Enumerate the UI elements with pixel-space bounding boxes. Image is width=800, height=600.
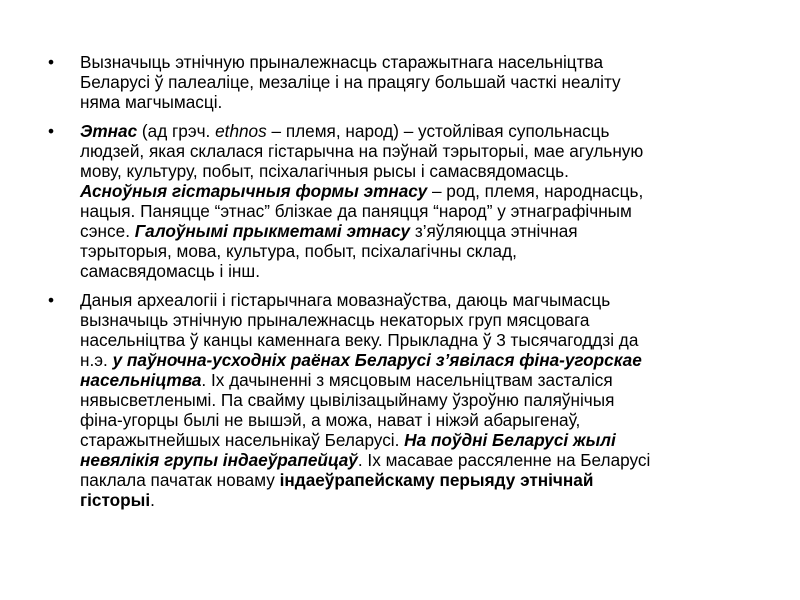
text-line bbox=[80, 290, 748, 310]
text-run: (ад грэч. bbox=[137, 121, 216, 141]
text-run: вызначыць этнічную прыналежнасць некаторых груп мясцовага bbox=[80, 310, 590, 330]
emphasis-text: Галоўнымі прыкметамі этнасу bbox=[134, 221, 411, 241]
text-run: Беларусі ў палеаліце, мезаліце і на працягу большай часткі неаліту bbox=[80, 72, 621, 92]
text-run: паклала пачатак новаму bbox=[80, 470, 280, 490]
text-line bbox=[80, 450, 748, 470]
bullet-paragraph bbox=[48, 290, 748, 510]
text-run: Даныя археалогіі і гістарычнага мовазнаўства, даюць магчымасць bbox=[80, 290, 611, 310]
emphasis-text: Асноўныя гістарычныя формы этнасу bbox=[80, 181, 428, 201]
text-line bbox=[80, 490, 748, 510]
text-line bbox=[80, 201, 748, 221]
text-line bbox=[80, 161, 748, 181]
text-line bbox=[80, 350, 748, 370]
text-line bbox=[80, 141, 748, 161]
text-run: нацыя. Паняцце “этнас” блізкае да паняцця “народ” у этнаграфічным bbox=[80, 201, 632, 221]
emphasis-text: гісторыі bbox=[80, 490, 151, 510]
text-run: з’яўляюцца этнічная bbox=[410, 221, 578, 241]
emphasis-text: насельніцтва bbox=[80, 370, 202, 390]
text-run: старажытнейшых насельнікаў Беларусі. bbox=[80, 430, 405, 450]
text-line bbox=[80, 181, 748, 201]
text-run: сэнсе. bbox=[80, 221, 135, 241]
text-run: – род, племя, народнасць, bbox=[427, 181, 644, 201]
bullet-list bbox=[48, 52, 748, 519]
emphasis-text: ethnos bbox=[215, 121, 267, 141]
text-run: нявысветленымі. Па свайму цывілізацыйнаму ўзроўню паляўнічыя bbox=[80, 390, 615, 410]
text-line bbox=[80, 241, 748, 261]
emphasis-text: На поўдні Беларусі жылі bbox=[404, 430, 616, 450]
bullet-icon: • bbox=[48, 121, 55, 141]
bullet-icon: • bbox=[48, 290, 55, 310]
text-run: людзей, якая склалася гістарычна на пэўнай тэрыторыі, мае агульную bbox=[80, 141, 644, 161]
text-line bbox=[80, 52, 748, 72]
text-line bbox=[80, 330, 748, 350]
paragraph-text bbox=[80, 290, 748, 510]
text-run: фіна-угорцы былі не вышэй, а можа, нават і ніжэй абарыгенаў, bbox=[80, 410, 581, 430]
text-line bbox=[80, 121, 748, 141]
text-run: . Іх дачыненні з мясцовым насельніцтвам засталіся bbox=[201, 370, 613, 390]
text-line bbox=[80, 390, 748, 410]
bullet-paragraph bbox=[48, 52, 748, 112]
emphasis-text: у паўночна-усходніх раёнах Беларусі з’явілася фіна-угорскае bbox=[112, 350, 642, 370]
emphasis-text: невялікія групы індаеўрапейцаў bbox=[80, 450, 358, 470]
text-line bbox=[80, 72, 748, 92]
text-run: няма магчымасці. bbox=[80, 92, 223, 112]
text-run: – племя, народ) – устойлівая супольнасць bbox=[266, 121, 610, 141]
text-line bbox=[80, 261, 748, 281]
paragraph-text bbox=[80, 52, 748, 112]
text-run: мову, культуру, побыт, псіхалагічныя рысы і самасвядомасць. bbox=[80, 161, 569, 181]
text-run: н.э. bbox=[80, 350, 113, 370]
text-line bbox=[80, 92, 748, 112]
bullet-icon: • bbox=[48, 52, 55, 72]
paragraph-text bbox=[80, 121, 748, 281]
text-line bbox=[80, 410, 748, 430]
text-run: самасвядомасць і інш. bbox=[80, 261, 260, 281]
text-line bbox=[80, 370, 748, 390]
text-line bbox=[80, 310, 748, 330]
emphasis-text: індаеўрапейскаму перыяду этнічнай bbox=[279, 470, 594, 490]
text-line bbox=[80, 430, 748, 450]
text-run: . Іх масавае рассяленне на Беларусі bbox=[357, 450, 651, 470]
text-run: насельніцтва ў канцы каменнага веку. Прыкладна ў 3 тысячагоддзі да bbox=[80, 330, 639, 350]
text-line bbox=[80, 221, 748, 241]
text-run: тэрыторыя, мова, культура, побыт, псіхалагічны склад, bbox=[80, 241, 517, 261]
text-line bbox=[80, 470, 748, 490]
text-run: Вызначыць этнічную прыналежнасць старажытнага насельніцтва bbox=[80, 52, 604, 72]
emphasis-text: Этнас bbox=[80, 121, 138, 141]
text-run: . bbox=[150, 490, 155, 510]
bullet-paragraph bbox=[48, 121, 748, 281]
